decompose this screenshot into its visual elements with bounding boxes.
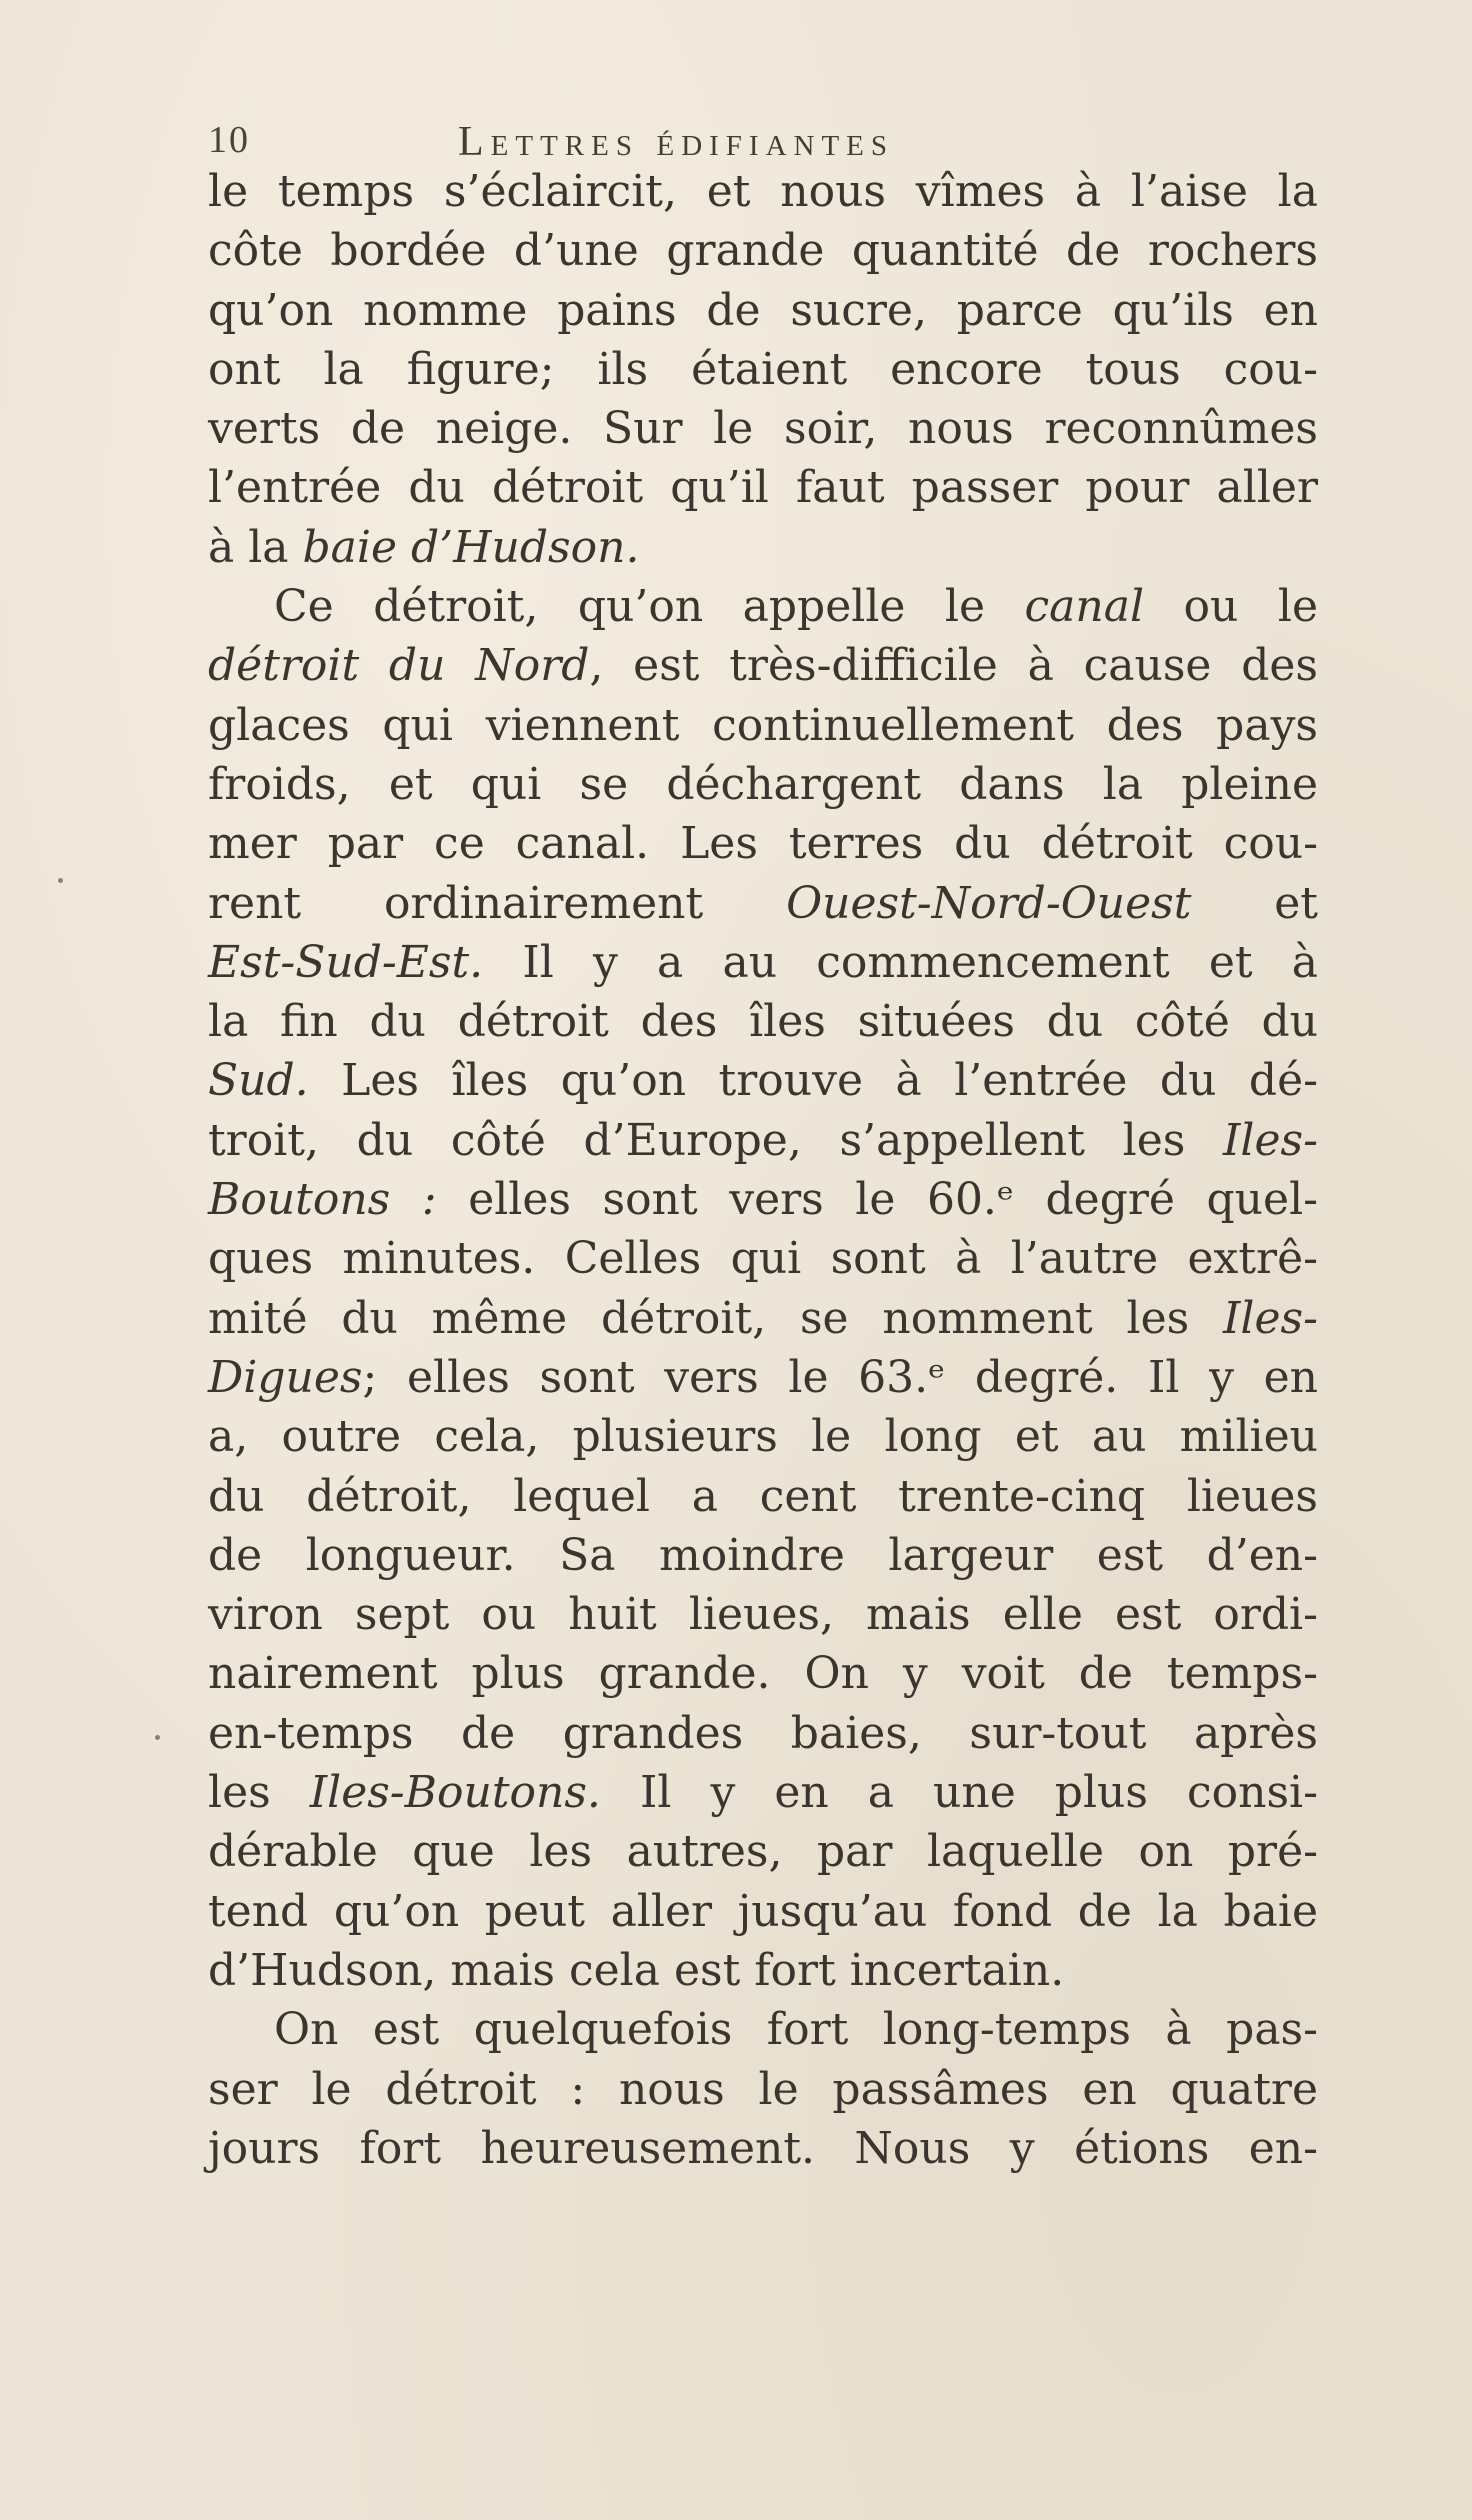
italic-text: Sud. (208, 1055, 309, 1107)
text-segment: a, outre cela, plusieurs le long et au milieu (208, 1411, 1318, 1463)
text-segment: les (208, 1767, 310, 1819)
text-line (208, 1170, 1318, 1229)
text-segment: Il y en a une plus consi- (600, 1767, 1318, 1819)
text-segment: mité du même détroit, se nomment les (208, 1292, 1224, 1344)
text-line (208, 1704, 1318, 1763)
text-line (208, 1348, 1318, 1407)
text-segment: On est quelquefois fort long-temps à pas- (274, 2004, 1318, 2056)
text-line (208, 636, 1318, 695)
text-segment: ser le détroit : nous le passâmes en quatre (208, 2063, 1318, 2115)
text-line (208, 162, 1318, 221)
text-segment: et (1191, 877, 1318, 929)
text-line (208, 2060, 1318, 2119)
text-segment: du détroit, lequel a cent trente-cinq lieues (208, 1470, 1318, 1522)
text-segment: nairement plus grande. On y voit de temps- (208, 1648, 1318, 1700)
text-segment: jours fort heureusement. Nous y étions en- (208, 2122, 1318, 2174)
text-line (208, 1467, 1318, 1526)
text-line (208, 1111, 1318, 1170)
text-segment: Il y a au commencement et à (483, 936, 1318, 988)
text-line (208, 1585, 1318, 1644)
text-line (208, 340, 1318, 399)
text-segment: viron sept ou huit lieues, mais elle est ordi- (208, 1589, 1318, 1641)
text-line (208, 518, 1318, 577)
text-segment: ques minutes. Celles qui sont à l’autre extrê- (208, 1233, 1318, 1285)
text-segment: le temps s’éclaircit, et nous vîmes à l’aise la (208, 166, 1318, 217)
italic-text: Iles- (1223, 1292, 1318, 1344)
text-line (208, 1882, 1318, 1941)
italic-text: détroit du Nord (208, 640, 590, 692)
italic-text: baie d’Hudson. (302, 521, 640, 573)
text-line (208, 1644, 1318, 1703)
ink-speck (58, 878, 63, 883)
text-line (208, 933, 1318, 992)
text-segment: tend qu’on peut aller jusqu’au fond de la baie (208, 1885, 1318, 1937)
italic-text: Ouest-Nord-Ouest (786, 877, 1192, 929)
text-line (208, 1229, 1318, 1288)
text-segment: , est très-difficile à cause des (589, 640, 1318, 692)
text-line (208, 1051, 1318, 1110)
text-line (208, 1289, 1318, 1348)
text-segment: de longueur. Sa moindre largeur est d’en- (208, 1529, 1318, 1581)
italic-text: Digues (208, 1351, 363, 1403)
text-segment: d’Hudson, mais cela est fort incertain. (208, 1944, 1065, 1996)
text-segment: troit, du côté d’Europe, s’appellent les (208, 1114, 1224, 1166)
text-line (208, 1763, 1318, 1822)
text-segment: Ce détroit, qu’on appelle le (274, 581, 1025, 633)
italic-text: canal (1024, 581, 1145, 633)
text-segment: l’entrée du détroit qu’il faut passer pour aller (208, 462, 1318, 514)
text-segment: froids, et qui se déchargent dans la pleine (208, 758, 1318, 810)
text-line (208, 458, 1318, 517)
text-segment: la fin du détroit des îles situées du côté du (208, 996, 1318, 1048)
text-line (208, 221, 1318, 280)
text-line (208, 281, 1318, 340)
italic-text: Iles-Boutons. (309, 1767, 601, 1819)
italic-text: Est-Sud-Est. (208, 936, 484, 988)
text-line (208, 1407, 1318, 1466)
text-segment: ; elles sont vers le 63.ᵉ degré. Il y en (362, 1351, 1318, 1403)
text-segment: rent ordinairement (208, 877, 787, 929)
text-segment: dérable que les autres, par laquelle on pré- (208, 1826, 1318, 1878)
text-segment: ou le (1144, 581, 1318, 633)
text-segment: elles sont vers le 60.ᵉ degré quel- (436, 1174, 1319, 1226)
text-line (208, 2119, 1318, 2178)
text-line (208, 874, 1318, 933)
text-line (208, 1941, 1318, 2000)
italic-text: Boutons : (208, 1174, 437, 1226)
text-line (208, 755, 1318, 814)
text-line (208, 814, 1318, 873)
page-number: 10 (208, 119, 250, 161)
text-line (208, 577, 1318, 636)
text-segment: ont la figure; ils étaient encore tous cou- (208, 343, 1318, 395)
text-segment: verts de neige. Sur le soir, nous reconnûmes (208, 403, 1318, 455)
italic-text: Iles- (1223, 1114, 1318, 1166)
text-segment: en-temps de grandes baies, sur-tout après (208, 1707, 1318, 1759)
text-line (208, 1526, 1318, 1585)
text-segment: mer par ce canal. Les terres du détroit cou- (208, 818, 1318, 870)
text-line (208, 696, 1318, 755)
text-segment: qu’on nomme pains de sucre, parce qu’ils en (208, 284, 1318, 336)
text-line (208, 992, 1318, 1051)
text-segment: côte bordée d’une grande quantité de rochers (208, 225, 1318, 277)
running-title: Lettres édifiantes (458, 119, 895, 165)
text-line (208, 2000, 1318, 2059)
text-segment: glaces qui viennent continuellement des pays (208, 699, 1318, 751)
body-text (208, 162, 1318, 2178)
text-segment: Les îles qu’on trouve à l’entrée du dé- (308, 1055, 1318, 1107)
ink-speck (155, 1735, 160, 1740)
text-segment: à la (208, 521, 303, 573)
text-line (208, 399, 1318, 458)
text-line (208, 1822, 1318, 1881)
